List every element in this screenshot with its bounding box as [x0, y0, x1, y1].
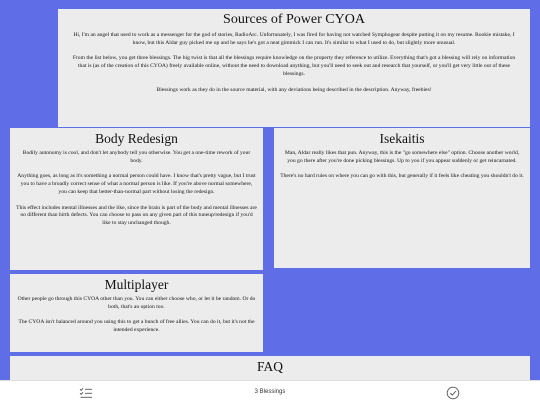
intro-paragraph-3: Blessings work as they do in the source material, with any deviations being described in the description. Anyway, freebies!	[156, 86, 432, 93]
multiplayer-paragraph-1: Other people go through this CYOA other than you. You can either choose who, or let it be random. Or do both, that's an option too.	[17, 296, 256, 310]
isekaitis-paragraph-1: Man, Aldar really likes that pun. Anyway, this is the "go somewhere else" option. Choose another world, you go there after you're done picking blessings. Up to you if you appear suddenly or get reincarnated.	[284, 150, 520, 164]
faq-card	[10, 356, 530, 380]
isekaitis-paragraph-2: There's no hard rules on where you can go with this, but generally if it feels like cheating you shouldn't do it.	[280, 173, 524, 180]
check-circle-icon[interactable]	[446, 386, 460, 400]
multiplayer-paragraph-2: The CYOA isn't balanced around you using this to get a bunch of free allies. You can do it, but it's not the intended experience.	[18, 319, 255, 334]
body-redesign-paragraph-2: Anything goes, as long as it's something a normal person could have. I know that's pretty vague, but I trust you to have a broadly correct sense of what a normal person is like. If you're above normal somewhere, you can keep that better-than-normal part without losing the redesign.	[17, 173, 256, 195]
isekaitis-title: Isekaitis	[379, 131, 425, 146]
body-redesign-title: Body Redesign	[95, 131, 178, 146]
bottom-bar	[0, 380, 540, 406]
intro-paragraph-2: From the list below, you get three blessings. The big twist is that all the blessings require knowledge on the property they reference to utilize. Everything that's got a blessing will rely on information that is (as of the creation of this CYOA) freely available online, without the need to download anything, but you'll need to seek out and research that yourself, or you'll get very little out of these blessings.	[72, 55, 516, 77]
intro-card	[58, 9, 530, 127]
body-redesign-paragraph-1: Bodily autonomy is cool, and don't let anybody tell you otherwise. You get a one-time rework of your body.	[22, 150, 251, 164]
intro-paragraph-1: Hi, I'm an angel that used to work as a messenger for the god of stories, RadioArc. Unfortunately, I was fired for having not watched Symphogear despite putting it on my resume. Rookie mistake, I know, but this Aldar guy picked me up and he says he's got a neat gimmick I can run. It's similar to what I used to do, but slightly more unusual.	[73, 32, 515, 46]
blessings-count[interactable]: 3 Blessings	[254, 389, 286, 395]
multiplayer-card[interactable]	[10, 274, 263, 352]
body-redesign-paragraph-3: This effect includes mental illnesses and the like, since the brain is part of the body and mental illnesses are no different than birth defects. You can choose to pass on any given part of this tuneup/redesign if you'd like to stay unchanged though.	[16, 204, 257, 227]
faq-title: FAQ	[256, 359, 283, 374]
isekaitis-card[interactable]	[274, 128, 530, 268]
body-redesign-card[interactable]	[10, 128, 263, 270]
multiplayer-title: Multiplayer	[104, 277, 169, 292]
intro-title: Sources of Power CYOA	[223, 12, 365, 27]
